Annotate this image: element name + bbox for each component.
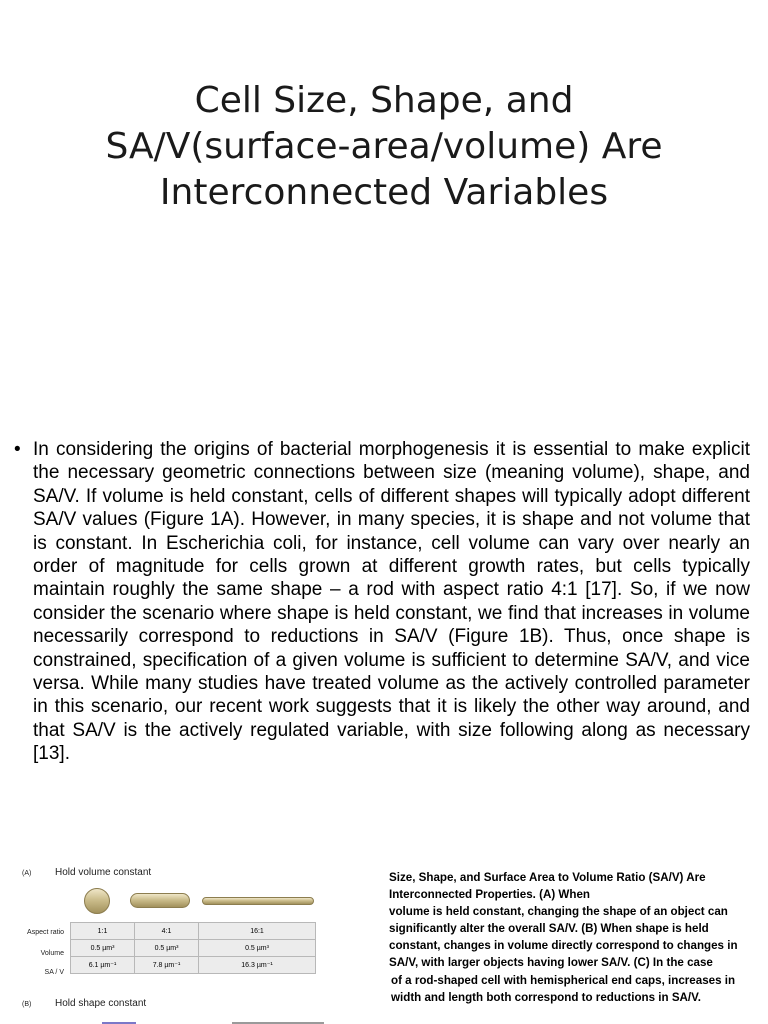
- panel-b-title: Hold shape constant: [55, 998, 147, 1009]
- table-cell: 1:1: [71, 923, 135, 940]
- figure-table: [70, 922, 316, 974]
- caption-line: volume is held constant, changing the shape of an object can: [389, 905, 728, 919]
- bullet-paragraph: In considering the origins of bacterial morphogenesis it is essential to make explicit the necessary geometric connections between size (meaning volume), shape, and SA/V. If volume is held constant, cells of different shapes will typically adopt different SA/V values (Figure 1A). However, in many species, it is shape and not volume that is constant. In Escherichia coli, for instance, cell volume can vary over nearly an order of magnitude for cells grown at different growth rates, but cells typically maintain roughly the same shape – a rod with aspect ratio 4:1 [17]. So, if we now consider the scenario where shape is held constant, we find that increases in volume necessarily correspond to reductions in SA/V (Figure 1B). Thus, once shape is constrained, specification of a given volume is sufficient to determine SA/V, and vice versa. While many studies have treated volume as the actively controlled parameter in this scenario, our recent work suggests that it is likely the other way around, and that SA/V is the actively regulated variable, with size following along as necessary [13].: [33, 439, 750, 765]
- title-line-1: Cell Size, Shape, and: [194, 80, 574, 121]
- caption-line: significantly alter the overall SA/V. (B) When shape is held: [389, 922, 709, 936]
- row-label-sa-v: SA / V: [44, 969, 64, 976]
- panel-b-letter: (B): [22, 1001, 32, 1008]
- row-label-aspect-ratio: Aspect ratio: [27, 929, 64, 936]
- row-label-volume: Volume: [40, 950, 64, 957]
- caption-line: width and length both correspond to reductions in SA/V.: [391, 990, 702, 1004]
- caption-line: Interconnected Properties. (A) When: [389, 888, 590, 902]
- table-row: [71, 923, 316, 940]
- caption-line: SA/V, with larger objects having lower SA/V. (C) In the case: [389, 956, 713, 970]
- figure-1: [14, 864, 344, 1024]
- title-line-2: SA/V(surface-area/volume) Are: [105, 126, 663, 167]
- table-cell: 16.3 µm⁻¹: [199, 957, 316, 974]
- bullet-marker: •: [14, 439, 21, 460]
- table-cell: 6.1 µm⁻¹: [71, 957, 135, 974]
- table-cell: 0.5 µm³: [199, 940, 316, 957]
- figure-caption: [389, 869, 764, 1006]
- title-line-3: Interconnected Variables: [159, 172, 609, 213]
- rod-shape-16-1: [202, 897, 314, 905]
- caption-line: of a rod-shaped cell with hemispherical end caps, increases in: [391, 973, 736, 987]
- table-cell: 0.5 µm³: [135, 940, 199, 957]
- sphere-shape: [84, 888, 110, 914]
- slide-body: [14, 438, 750, 766]
- table-row: [71, 957, 316, 974]
- caption-line: Size, Shape, and Surface Area to Volume Ratio (SA/V) Are: [389, 871, 706, 884]
- panel-a-letter: (A): [22, 870, 32, 877]
- table-row: [71, 940, 316, 957]
- table-cell: 0.5 µm³: [71, 940, 135, 957]
- table-cell: 4:1: [135, 923, 199, 940]
- table-cell: 16:1: [199, 923, 316, 940]
- panel-a-title: Hold volume constant: [55, 867, 152, 878]
- bullet-item: [14, 438, 750, 766]
- slide-title: [40, 78, 728, 216]
- caption-line: constant, changes in volume directly correspond to changes in: [389, 939, 738, 953]
- rod-shape-4-1: [130, 893, 190, 908]
- table-cell: 7.8 µm⁻¹: [135, 957, 199, 974]
